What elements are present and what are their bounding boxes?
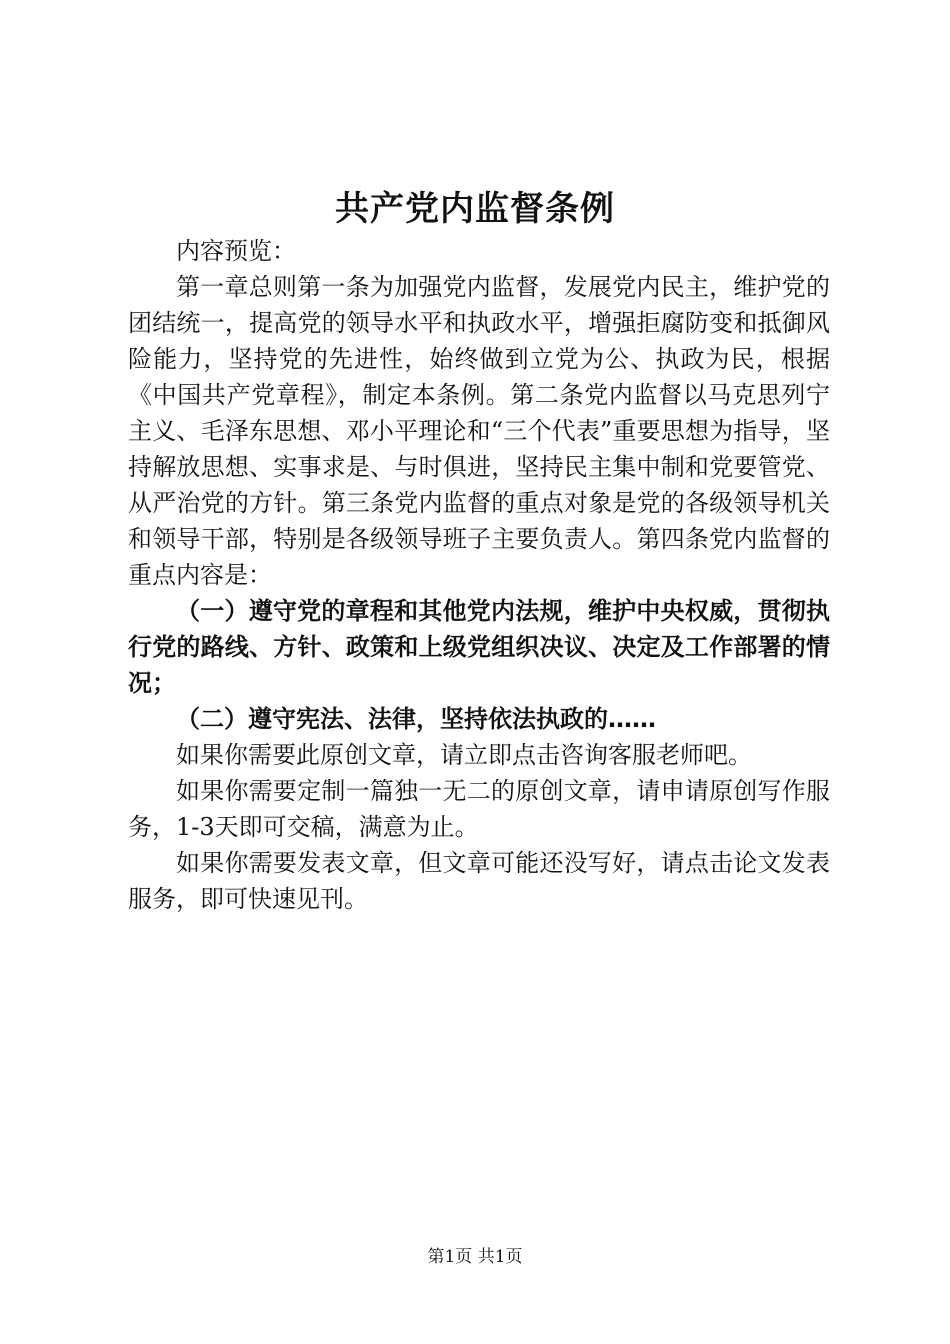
service-note-original: 如果你需要此原创文章，请立即点击咨询客服老师吧。 xyxy=(176,741,752,769)
document-body xyxy=(128,233,830,917)
page-number-footer: 第1页 共1页 xyxy=(427,1247,523,1267)
preview-label: 内容预览： xyxy=(176,237,296,265)
document-title: 共产党内监督条例 xyxy=(335,189,615,229)
service-note-custom: 如果你需要定制一篇独一无二的原创文章，请申请原创写作服务，1-3天即可交稿，满意为止。 xyxy=(128,777,830,841)
bold-item-two: （二）遵守宪法、法律，坚持依法执政的…… xyxy=(176,705,656,733)
bold-item-one: （一）遵守党的章程和其他党内法规，维护中央权威，贯彻执行党的路线、方针、政策和上级党组织决议、决定及工作部署的情况； xyxy=(128,597,830,697)
service-note-publish: 如果你需要发表文章，但文章可能还没写好，请点击论文发表服务，即可快速见刊。 xyxy=(128,849,830,913)
body-paragraph-chapter-one: 第一章总则第一条为加强党内监督，发展党内民主，维护党的团结统一，提高党的领导水平和执政水平，增强拒腐防变和抵御风险能力，坚持党的先进性，始终做到立党为公、执政为民，根据《中国共产党章程》，制定本条例。第二条党内监督以马克思列宁主义、毛泽东思想、邓小平理论和“三个代表”重要思想为指导，坚持解放思想、实事求是、与时俱进，坚持民主集中制和党要管党、从严治党的方针。第三条党内监督的重点对象是党的各级领导机关和领导干部，特别是各级领导班子主要负责人。第四条党内监督的重点内容是： xyxy=(128,273,830,589)
